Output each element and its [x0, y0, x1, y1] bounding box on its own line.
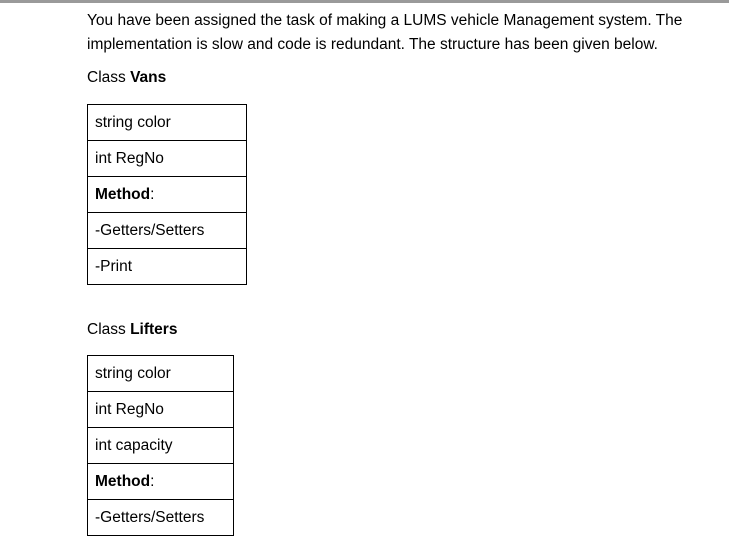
table-row — [88, 141, 247, 177]
class-name: Lifters — [130, 321, 178, 338]
method-cell: -Getters/Setters — [88, 213, 247, 249]
table-row — [88, 392, 234, 428]
table-row — [88, 177, 247, 213]
method-header-cell — [88, 464, 234, 500]
attribute-cell: int RegNo — [88, 141, 247, 177]
table-row — [88, 213, 247, 249]
class-prefix: Class — [87, 321, 131, 338]
method-label: Method — [95, 185, 151, 203]
attribute-cell: int RegNo — [88, 392, 234, 428]
method-cell: -Getters/Setters — [88, 500, 234, 536]
table-row — [88, 500, 234, 536]
class-prefix: Class — [87, 69, 131, 86]
class-table-vans — [87, 104, 247, 285]
table-row — [88, 249, 247, 285]
method-colon: : — [150, 185, 155, 203]
table-row — [88, 105, 247, 141]
method-cell: -Print — [88, 249, 247, 285]
table-row — [88, 428, 234, 464]
class-name: Vans — [130, 69, 167, 86]
method-label: Method — [95, 472, 151, 490]
class-heading-vans — [87, 68, 166, 88]
method-colon: : — [150, 472, 155, 490]
method-header-cell — [88, 177, 247, 213]
class-heading-lifters — [87, 320, 177, 340]
attribute-cell: int capacity — [88, 428, 234, 464]
intro-paragraph: You have been assigned the task of making a LUMS vehicle Management system. The implementation is slow and code is redundant. The structure has been given below. — [87, 12, 683, 53]
top-rule — [0, 0, 729, 3]
attribute-cell: string color — [88, 356, 234, 392]
table-row — [88, 356, 234, 392]
table-row — [88, 464, 234, 500]
attribute-cell: string color — [88, 105, 247, 141]
class-table-lifters — [87, 355, 234, 536]
